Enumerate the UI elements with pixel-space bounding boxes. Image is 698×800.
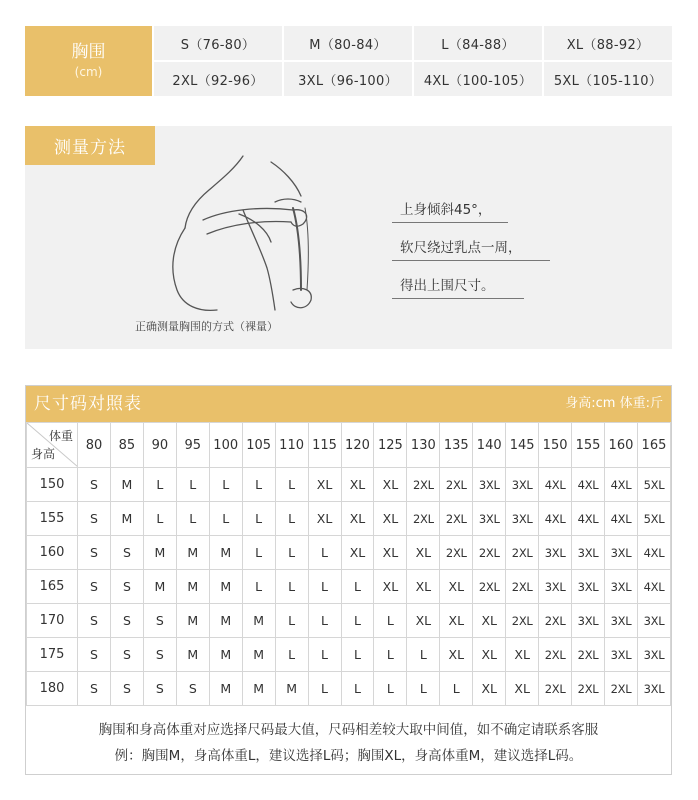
weight-header-cell: 150 (539, 423, 572, 468)
size-cell: L (275, 638, 308, 672)
size-cell: M (209, 570, 242, 604)
size-chart-block (25, 385, 672, 775)
bust-size-cell: L（84-88） (414, 26, 542, 60)
table-row (27, 536, 671, 570)
bust-size-cell: 2XL（92-96） (154, 62, 282, 96)
size-cell: 2XL (506, 570, 539, 604)
bust-size-cell: S（76-80） (154, 26, 282, 60)
size-chart-units: 身高:cm 体重:斤 (565, 396, 663, 411)
weight-header-cell: 100 (209, 423, 242, 468)
size-chart-title: 尺寸码对照表 (34, 394, 142, 414)
size-cell: L (209, 468, 242, 502)
size-cell: 3XL (572, 570, 605, 604)
size-cell: M (209, 672, 242, 706)
size-cell: L (242, 536, 275, 570)
size-cell: L (242, 570, 275, 604)
step-underline (392, 298, 524, 299)
bust-size-grid (152, 26, 672, 96)
size-cell: L (308, 536, 341, 570)
size-cell: M (242, 638, 275, 672)
size-cell: L (407, 638, 440, 672)
height-cell: 170 (27, 604, 78, 638)
size-cell: 4XL (572, 502, 605, 536)
note-line-2: 例：胸围M，身高体重L，建议选择L码；胸围XL，身高体重M，建议选择L码。 (114, 748, 583, 764)
size-cell: L (275, 468, 308, 502)
size-cell: L (242, 468, 275, 502)
size-cell: 3XL (605, 536, 638, 570)
size-cell: 2XL (539, 604, 572, 638)
size-cell: 4XL (605, 468, 638, 502)
bust-size-cell: 3XL（96-100） (284, 62, 412, 96)
table-row (27, 468, 671, 502)
size-cell: L (341, 604, 374, 638)
size-cell: 4XL (605, 502, 638, 536)
weight-header-cell: 165 (637, 423, 670, 468)
size-cell: S (110, 638, 143, 672)
size-cell: XL (374, 536, 407, 570)
size-cell: 3XL (506, 502, 539, 536)
size-chart-header (26, 386, 671, 422)
step-underline (392, 260, 550, 261)
size-cell: L (374, 672, 407, 706)
size-cell: M (275, 672, 308, 706)
method-step-1: 上身倾斜45°， (400, 202, 492, 218)
method-step-2: 软尺绕过乳点一周， (400, 240, 522, 256)
weight-header-cell: 130 (407, 423, 440, 468)
size-cell: L (308, 638, 341, 672)
size-cell: 2XL (605, 672, 638, 706)
weight-header-cell: 120 (341, 423, 374, 468)
size-cell: S (78, 638, 111, 672)
size-cell: S (143, 638, 176, 672)
corner-cell (27, 423, 78, 468)
size-cell: XL (506, 638, 539, 672)
size-cell: L (176, 502, 209, 536)
size-cell: L (275, 536, 308, 570)
bust-label-cell (25, 26, 152, 96)
size-cell: 2XL (440, 536, 473, 570)
size-cell: XL (506, 672, 539, 706)
size-cell: 2XL (539, 638, 572, 672)
body-measuring-illustration (143, 150, 343, 318)
size-cell: M (176, 604, 209, 638)
size-cell: L (440, 672, 473, 706)
size-cell: M (110, 502, 143, 536)
weight-header-cell: 95 (176, 423, 209, 468)
size-cell: 5XL (637, 502, 670, 536)
size-cell: L (308, 672, 341, 706)
size-cell: S (110, 536, 143, 570)
size-cell: 2XL (572, 638, 605, 672)
height-cell: 165 (27, 570, 78, 604)
size-cell: S (78, 604, 111, 638)
size-cell: L (308, 604, 341, 638)
weight-header-cell: 140 (473, 423, 506, 468)
size-cell: XL (374, 502, 407, 536)
size-cell: XL (308, 468, 341, 502)
weight-header-cell: 160 (605, 423, 638, 468)
size-cell: XL (440, 604, 473, 638)
step-underline (392, 222, 508, 223)
weight-header-cell: 110 (275, 423, 308, 468)
size-cell: S (78, 570, 111, 604)
height-cell: 160 (27, 536, 78, 570)
size-cell: 2XL (440, 468, 473, 502)
size-cell: M (176, 638, 209, 672)
table-row (27, 672, 671, 706)
bust-size-cell: XL（88-92） (544, 26, 672, 60)
size-cell: M (143, 536, 176, 570)
size-cell: 4XL (637, 536, 670, 570)
size-cell: L (143, 468, 176, 502)
size-cell: 5XL (637, 468, 670, 502)
size-cell: XL (341, 502, 374, 536)
size-cell: 3XL (605, 638, 638, 672)
size-cell: M (110, 468, 143, 502)
size-cell: 3XL (539, 570, 572, 604)
weight-header-cell: 105 (242, 423, 275, 468)
method-title: 测量方法 (25, 126, 155, 165)
size-cell: 3XL (539, 536, 572, 570)
size-cell: M (176, 536, 209, 570)
weight-header-cell: 145 (506, 423, 539, 468)
size-cell: 3XL (506, 468, 539, 502)
note-line-1: 胸围和身高体重对应选择尺码最大值，尺码相差较大取中间值，如不确定请联系客服 (98, 722, 599, 738)
size-cell: L (308, 570, 341, 604)
size-cell: M (176, 570, 209, 604)
weight-header-cell: 115 (308, 423, 341, 468)
size-cell: 3XL (572, 604, 605, 638)
size-cell: M (209, 604, 242, 638)
size-cell: S (143, 604, 176, 638)
size-cell: 3XL (572, 536, 605, 570)
size-cell: 3XL (637, 638, 670, 672)
bust-size-cell: 5XL（105-110） (544, 62, 672, 96)
height-cell: 150 (27, 468, 78, 502)
size-table (26, 422, 671, 706)
size-cell: 4XL (539, 468, 572, 502)
size-cell: XL (308, 502, 341, 536)
size-cell: S (143, 672, 176, 706)
weight-header-cell: 90 (143, 423, 176, 468)
size-note (26, 717, 671, 769)
size-cell: XL (407, 536, 440, 570)
size-cell: L (341, 570, 374, 604)
size-cell: M (242, 672, 275, 706)
size-cell: 4XL (637, 570, 670, 604)
weight-header-cell: 135 (440, 423, 473, 468)
size-cell: L (143, 502, 176, 536)
size-cell: L (374, 604, 407, 638)
size-cell: S (78, 672, 111, 706)
size-cell: S (176, 672, 209, 706)
height-cell: 180 (27, 672, 78, 706)
bust-unit: (cm) (74, 65, 103, 79)
size-cell: L (209, 502, 242, 536)
bust-size-cell: 4XL（100-105） (414, 62, 542, 96)
table-row (27, 604, 671, 638)
bust-label: 胸围 (71, 42, 106, 62)
size-cell: 2XL (407, 502, 440, 536)
size-cell: L (176, 468, 209, 502)
size-cell: S (78, 468, 111, 502)
size-cell: XL (473, 672, 506, 706)
table-row (27, 638, 671, 672)
size-cell: S (78, 536, 111, 570)
weight-header-cell: 125 (374, 423, 407, 468)
size-cell: 2XL (539, 672, 572, 706)
size-cell: M (209, 638, 242, 672)
size-cell: XL (341, 536, 374, 570)
size-cell: 3XL (473, 502, 506, 536)
size-cell: XL (341, 468, 374, 502)
size-cell: S (78, 502, 111, 536)
corner-weight-label: 体重 (48, 429, 73, 443)
size-cell: XL (407, 570, 440, 604)
size-cell: S (110, 604, 143, 638)
corner-height-label: 身高 (31, 447, 56, 461)
bust-size-block (25, 26, 672, 96)
size-cell: XL (473, 604, 506, 638)
size-cell: 4XL (572, 468, 605, 502)
table-row (27, 502, 671, 536)
size-cell: M (209, 536, 242, 570)
size-cell: L (341, 672, 374, 706)
size-cell: 2XL (473, 536, 506, 570)
size-cell: 3XL (637, 604, 670, 638)
size-cell: 4XL (539, 502, 572, 536)
size-cell: L (275, 570, 308, 604)
size-cell: 3XL (473, 468, 506, 502)
size-cell: XL (374, 570, 407, 604)
size-cell: M (143, 570, 176, 604)
method-step-3: 得出上围尺寸。 (400, 278, 495, 294)
table-row (27, 570, 671, 604)
height-cell: 175 (27, 638, 78, 672)
weight-header-cell: 85 (110, 423, 143, 468)
size-cell: L (242, 502, 275, 536)
size-cell: L (275, 604, 308, 638)
size-cell: 2XL (572, 672, 605, 706)
size-cell: 2XL (506, 604, 539, 638)
size-cell: 3XL (637, 672, 670, 706)
size-cell: XL (374, 468, 407, 502)
weight-header-row (27, 423, 671, 468)
size-cell: 3XL (605, 570, 638, 604)
size-cell: M (242, 604, 275, 638)
bust-size-cell: M（80-84） (284, 26, 412, 60)
size-cell: S (110, 570, 143, 604)
size-cell: 2XL (440, 502, 473, 536)
size-cell: 2XL (473, 570, 506, 604)
size-cell: XL (407, 604, 440, 638)
size-cell: XL (440, 638, 473, 672)
illustration-caption: 正确测量胸围的方式（裸量） (135, 320, 278, 333)
size-cell: L (374, 638, 407, 672)
size-cell: 2XL (506, 536, 539, 570)
measurement-method-panel (25, 126, 672, 349)
weight-header-cell: 155 (572, 423, 605, 468)
weight-header-cell: 80 (78, 423, 111, 468)
size-cell: L (407, 672, 440, 706)
size-cell: S (110, 672, 143, 706)
size-cell: L (341, 638, 374, 672)
size-cell: XL (440, 570, 473, 604)
size-cell: 2XL (407, 468, 440, 502)
size-cell: L (275, 502, 308, 536)
height-cell: 155 (27, 502, 78, 536)
size-cell: 3XL (605, 604, 638, 638)
size-cell: XL (473, 638, 506, 672)
